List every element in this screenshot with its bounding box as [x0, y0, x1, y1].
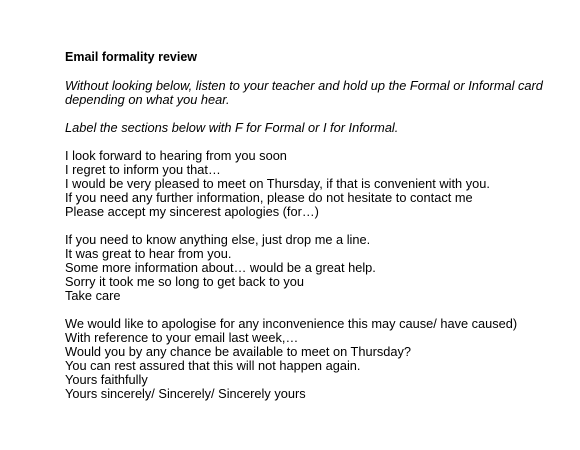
phrase-line: You can rest assured that this will not happen again.: [65, 358, 361, 373]
phrase-line: Please accept my sincerest apologies (for…): [65, 204, 319, 219]
phrase-section-1: [65, 149, 565, 219]
phrase-line: Yours sincerely/ Sincerely/ Sincerely yours: [65, 386, 306, 401]
phrase-line: Take care: [65, 288, 121, 303]
document-page: [65, 50, 565, 401]
phrase-section-3: [65, 317, 565, 401]
phrase-line: If you need any further information, please do not hesitate to contact me: [65, 190, 473, 205]
phrase-line: With reference to your email last week,…: [65, 330, 299, 345]
phrase-line: We would like to apologise for any inconvenience this may cause/ have caused): [65, 316, 518, 331]
phrase-line: If you need to know anything else, just drop me a line.: [65, 232, 371, 247]
phrase-line: It was great to hear from you.: [65, 246, 232, 261]
instruction-listen: Without looking below, listen to your teacher and hold up the Formal or Informal card depending on what you hear.: [65, 78, 543, 107]
phrase-line: I would be very pleased to meet on Thursday, if that is convenient with you.: [65, 176, 490, 191]
phrase-section-2: [65, 233, 565, 303]
phrase-line: Some more information about… would be a great help.: [65, 260, 376, 275]
phrase-line: Would you by any chance be available to meet on Thursday?: [65, 344, 411, 359]
document-title: Email formality review: [65, 50, 198, 64]
phrase-line: Yours faithfully: [65, 372, 148, 387]
phrase-line: Sorry it took me so long to get back to you: [65, 274, 304, 289]
instruction-label: Label the sections below with F for Formal or I for Informal.: [65, 120, 399, 135]
phrase-line: I look forward to hearing from you soon: [65, 148, 287, 163]
phrase-line: I regret to inform you that…: [65, 162, 221, 177]
